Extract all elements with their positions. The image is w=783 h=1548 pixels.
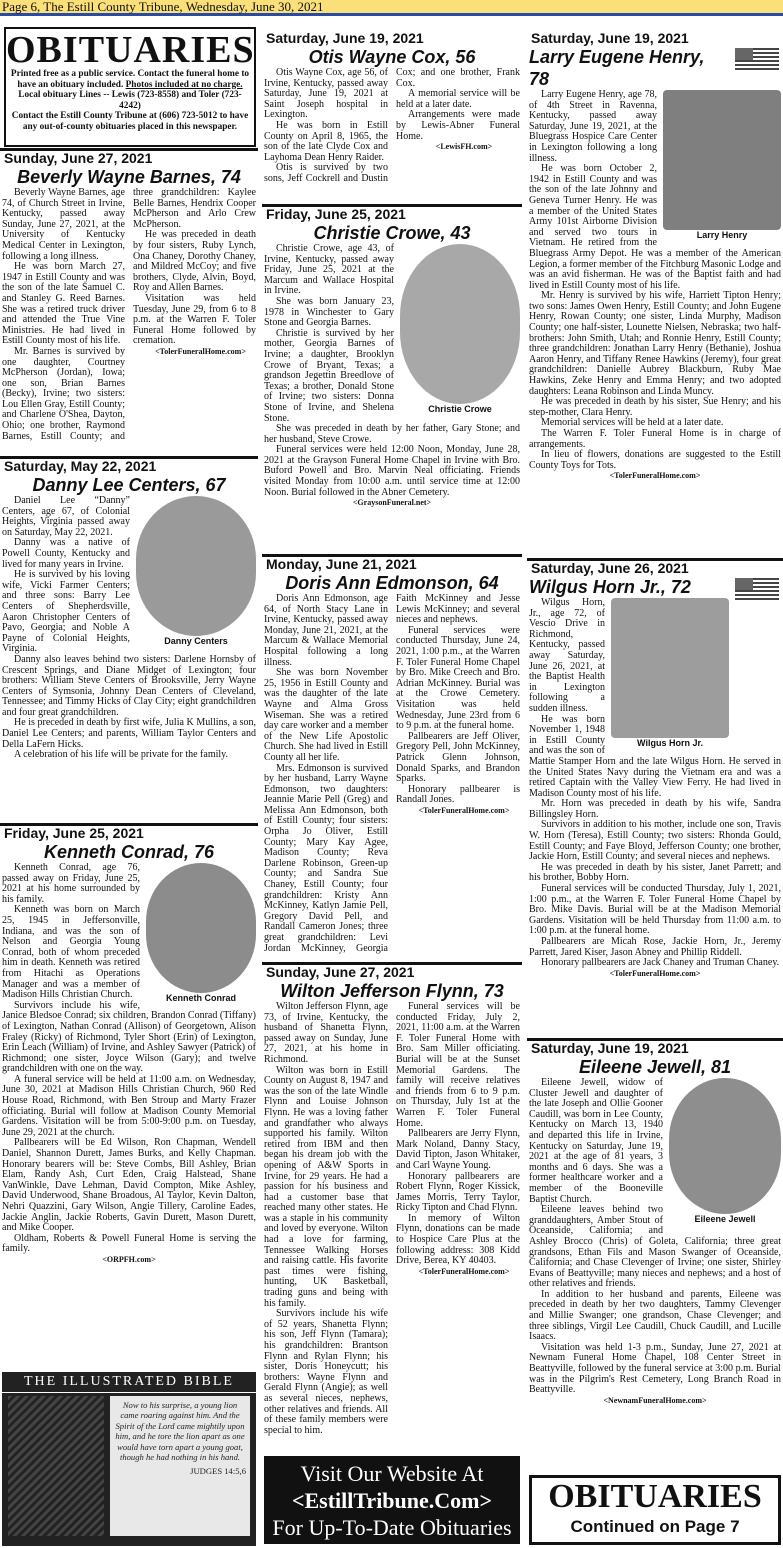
photo-caption: Larry Henry	[696, 230, 748, 240]
obit-centers: Saturday, May 22, 2021 Danny Lee Centers, 67 Danny Centers Daniel Lee “Danny” Centers, age 67, of Colonial Heights, Virginia passed away on Saturday, May 22, 2021. Danny was a native of Powell County, Kentucky and lived for many years in Irvine. He is survived by his loving wife, Vicki Farmer Centers; and three sons: Barry Lee Centers of Shepherdsville, Aaron Christopher Centers of Pavo, Georgia; and Noble A Payne of Colonial Heights, Virginia. Danny also leaves behind two sisters: Darlene Hornsby of Crescent Springs, and Diane Midget of Lexington; four brothers: William Steve Centers of Brooksville, Jerry Wayne Centers of Symsonia, Johnny Dean Centers of Cleveland, Tennessee; and Timmy Hicks of Clay City; eight grandchildren and four great grandchildren. He is preceded in death by first wife, Julia K Mullins, a son, Daniel Lee Centers; and parents, William Taylor Centers and Della LaFern Hicks. A celebration of his life will be private for the family.	[2, 458, 256, 761]
obit-henry: Saturday, June 19, 2021 Larry Eugene Henry, 78 Larry Henry Larry Eugene Henry, age 78, of 4th Street in Ravenna, Kentucky, passed away Saturday, June 19, 2021, at the Bluegrass Hospice Care Center in Lexington following a long illness. He was born October 2, 1942 in Estill County and was the son of the late Johnny and Geneva Turner Henry. He was a member of the United States Army 101st Airborne Division and served two tours in Vietnam. He retired from the Bluegrass Army Depot. He was a member of the American Legion, a former member of the Fitchburg Masonic Lodge and was an avid fisherman. He was of the Baptist faith and had lived in Estill County most of his life. Mr. Henry is survived by his wife, Harriett Tipton Henry; two sons: James Owen Henry, Estill County; and John Eugene Henry, Rowan County; one sister, Linda Murphy, Madison County; one half-sister, Lounette Nielsen, Nebraska; two half-brothers: John Smith, Utah; and Ronnie Henry, Estill County; three grandchildren: Jonathan Larry Henry (Bethanie), Joshua Aaron Henry, and Tiffany Renee Hawkins (Jeremy), four great grandchildren: Danielle Aubrey Blackburn, Ruby Mae Hawkins, Zeke Henry and Emma Henry; and two adopted daughters: Leana Robinson and Linda Muncy. He was preceded in death by his sister, Sue Henry; and his step-mother, Clara Henry. Memorial services will be held at a later date. The Warren F. Toler Funeral Home is in charge of arrangements. In lieu of flowers, donations are suggested to the Estill County Toys for Tots. <TolerFuneralHome.com>	[529, 30, 781, 481]
masthead-title: OBITUARIES	[6, 29, 255, 71]
photo-caption: Danny Centers	[164, 636, 228, 646]
illustrated-bible-panel	[2, 1372, 256, 1546]
obit-jewell: Saturday, June 19, 2021 Eileene Jewell, 81 Eileene Jewell Eileene Jewell, widow of Cluster Jewell and daughter of the late Joseph and Ollie Gooner Caudill, was born in Lee County, Kentucky on March 13, 1940 and departed this life in Irvine, Kentucky on Saturday, June 19, 2021 at the age of 81 years, 3 months and 6 days. She was a former healthcare worker and a member of the Booneville Baptist Church. Eileene leaves behind two granddaughters, Amber Stout of Oceanside, California; and Ashley Brocco (Chris) of Goleta, California; three great grandsons, Ethan Fils and Mason Swanger of Oceanside, California; and Chase Clevenger of Irvine; one sister, Shirley Evans of Beattyville; many nieces and nephews; and a host of other relatives and friends. In addition to her husband and parents, Eileene was preceded in death by her two daughters, Tammy Clevenger and Millie Swanger; one grandson, Chase Clevenger; and three siblings, Virgil Lee Caudill, Chuck Caudill, and Lucille Isaacs. Visitation was held 1-3 p.m., Sunday, June 27, 2021 at Newnam Funeral Home Chapel, 108 Center Street in Beattyville, followed by the funeral service at 3:00 p.m. Burial was in the Pilgrim's Rest Cemetery, Long Branch Road in Beattyville. <NewnamFuneralHome.com>	[529, 1040, 781, 1405]
portrait-photo	[146, 863, 256, 1004]
obit-name: Wilgus Horn Jr., 72	[529, 577, 691, 597]
obit-name: Christie Crowe, 43	[313, 223, 471, 243]
obit-date: Monday, June 21, 2021	[266, 556, 417, 572]
funeral-home-credit: <TolerFuneralHome.com>	[418, 1266, 510, 1276]
portrait-photo	[136, 496, 256, 647]
funeral-home-credit: <TolerFuneralHome.com>	[155, 346, 246, 356]
obit-horn: Saturday, June 26, 2021 Wilgus Horn Jr., 72 Wilgus Horn Jr. Wilgus Horn, Jr., age 72, of Vescio Drive in Richmond, Kentucky, passed away Saturday, June 26, 2021, at the Baptist Health in Lexington following a sudden illness. He was born November 1, 1948 in Estill County and was the son of Mattie Stamper Horn and the late Wilgus Horn. He served in the United States Navy during the Vietnam era and was a retired Captain with the Valley View Ferry. He had lived in Madison County most of his life. Mr. Horn was preceded in death by his wife, Sandra Billingsley Horn. Survivors in addition to his mother, include one son, Travis W. Horn (Teresa), Estill County; two sisters: Rhonda Gould, Estill County; and Faye Bloyd, Jefferson County; one brother, Jackie Horn, Estill County; and several nieces and nephews. He was preceded in death by his sister, Janet Parrett; and his brother, Bobby Horn. Funeral services will be conducted Thursday, July 1, 2021, 1:00 p.m., at the Warren F. Toler Funeral Home Chapel by Bro. Mike Davis. Burial will be at the Madison Memorial Gardens. Visitation will be held Thursday from 11:00 a.m. to 1:00 p.m. at the funeral home. Pallbearers are Micah Rose, Jackie Horn, Jr., Jeremy Parrett, Jared Kiser, Jason Abney and Phillip Riddell. Honorary pallbearers are Jack Chaney and Truman Chaney. <TolerFuneralHome.com>	[529, 560, 781, 978]
obit-barnes: Sunday, June 27, 2021 Beverly Wayne Barnes, 74 Beverly Wayne Barnes, age 74, of Church Street in Irvine, Kentucky, passed away Sunday, June 27, 2021, at the University of Kentucky Medical Center in Lexington, following a long illness. He was born March 27, 1947 in Estill County and was the son of the late Samuel C. and Stanley G. Reed Barnes. She was a retired truck driver and attended the True Vine Ministries. He had lived in Estill County most of his life. Mr. Barnes is survived by one daughter, Courtney McPherson (Jordan), Iowa; one son, Brian Barnes (Becky), Irvine; two sisters: Lou Ellen Gray, Estill County; and Charlene O'Shea, Dayton, Ohio; one brother, Raymond Barnes, Estill County; and three grandchildren: Kaylee Belle Barnes, Hendrix Cooper McPherson and Arlo Crew McPherson. He was preceded in death by four sisters, Ruby Lynch, Ona Chaney, Dorothy Chaney, and Mildred McCoy; and five brothers, Clyde, Alvin, Boyd, Roy and Allen Barnes. Visitation was held Tuesday, June 29, from 6 to 8 p.m. at the Warren F. Toler Funeral Home followed by cremation. <TolerFuneralHome.com>	[2, 150, 256, 442]
funeral-home-credit: <LewisFH.com>	[435, 142, 493, 152]
bible-reference: JUDGES 14:5,6	[190, 1466, 246, 1477]
photo-caption: Eileene Jewell	[694, 1214, 756, 1224]
photo-caption: Wilgus Horn Jr.	[637, 738, 703, 748]
promo-website-link[interactable]: <EstillTribune.Com>	[291, 1488, 493, 1513]
bible-title: THE ILLUSTRATED BIBLE	[2, 1372, 256, 1393]
obit-edmonson: Monday, June 21, 2021 Doris Ann Edmonson, 64 Doris Ann Edmonson, age 64, of North Stacy Lane in Irvine, Kentucky, passed away Monday, June 21, 2021, at the Marcum & Wallace Memorial Hospital following a long illness. She was born November 25, 1956 in Estill County and was the daughter of the late Wayne and Alma Gross Wiseman. She was a retired day care worker and a member of the New Life Apostolic Church. She had lived in Estill County all her life. Mrs. Edmonson is survived by her husband, Larry Wayne Edmonson, two daughters: Jeannie Marie Pell (Greg) and Melissa Ann Edmonson, both of Estill County; four sisters: Orpha Jo Oliver, Estill County; Mary Kay Agee, Madison County; Reva Darlene Robinson, Green-up County; and Sandra Sue Chaney, Estill County; four grandchildren: Kristy Ann McKinney, Katlyn Jamie Pell, Gregory David Pell, and Randall Cameron Jones; three great grandchildren: Levi Jordan McKinney, Georgia Faith McKinney and Jesse Lewis McKinney; and several nieces and nephews. Funeral services were conducted Thursday, June 24, 2021, 1:00 p.m., at the Warren F. Toler Funeral Home Chapel by Bro. Mike Creech and Bro. Adrian McKinney. Burial was at the Crowe Cemetery. Visitation was held Wednesday, June 23rd from 6 to 9 p.m. at the funeral home. Pallbearers are Jeff Oliver, Gregory Pell, John McKinney, Patrick Glenn Johnson, Donald Sparks, and Brandon Sparks. Honorary pallbearer is Randall Jones. <TolerFuneralHome.com>	[264, 556, 520, 954]
portrait-photo	[611, 598, 729, 749]
funeral-home-credit: <TolerFuneralHome.com>	[609, 968, 701, 978]
obit-date: Friday, June 25, 2021	[4, 825, 144, 841]
funeral-home-credit: <NewnamFuneralHome.com>	[603, 1395, 707, 1405]
portrait-photo	[400, 244, 520, 415]
obit-date: Sunday, June 27, 2021	[266, 964, 415, 980]
obit-date: Friday, June 25, 2021	[266, 206, 406, 222]
obit-name: Otis Wayne Cox, 56	[308, 47, 476, 67]
continued-subtitle: Continued on Page 7	[570, 1517, 740, 1536]
obit-date: Saturday, June 19, 2021	[531, 1040, 689, 1056]
obituaries-masthead	[4, 27, 256, 147]
promo-line-1: Visit Our Website At	[300, 1461, 484, 1486]
obit-name: Wilton Jefferson Flynn, 73	[280, 981, 504, 1001]
obit-name: Doris Ann Edmonson, 64	[285, 573, 499, 593]
page-header: Page 6, The Estill County Tribune, Wednesday, June 30, 2021	[0, 0, 783, 16]
photo-caption: Christie Crowe	[428, 404, 492, 414]
obit-crowe: Friday, June 25, 2021 Christie Crowe, 43 Christie Crowe Christie Crowe, age 43, of Irvine, Kentucky, passed away Friday, June 25, 2021 at the Marcum and Wallace Hospital in Irvine. She was born January 23, 1978 in Winchester to Gary Stone and Georgia Barnes. Christie is survived by her mother, Georgia Barnes of Irvine; a daughter, Brooklyn Crowe of Bryant, Texas; a grandson Jegettin Breedlove of Texas; a brother, Donald Stone of Irvine; two sisters: Donna Stone of Irvine, and Shelena Stone. She was preceded in death by her father, Gary Stone; and her husband, Steve Crowe. Funeral services were held 12:00 Noon, Monday, June 28, 2021 at the Grayson Funeral Home Chapel in Irvine with Bro. Buford Powell and Bro. Marvin Neal officiating. Friends visited Monday from 10:00 a.m. until service time at 12:00 Noon. Burial followed in the Abner Cemetery. <GraysonFuneral.net>	[264, 206, 520, 508]
obit-name: Eileene Jewell, 81	[578, 1057, 732, 1077]
continued-title: OBITUARIES	[548, 1478, 762, 1515]
obit-date: Saturday, June 26, 2021	[531, 560, 689, 576]
portrait-photo	[663, 90, 781, 241]
american-flag-icon	[735, 578, 779, 600]
obit-name: Larry Eugene Henry, 78	[529, 47, 705, 89]
obit-date: Sunday, June 27, 2021	[4, 150, 153, 166]
photo-caption: Kenneth Conrad	[165, 993, 236, 1003]
bible-quote-card	[110, 1396, 250, 1536]
obit-cox: Saturday, June 19, 2021 Otis Wayne Cox, 56 Otis Wayne Cox, age 56, of Irvine, Kentucky, passed away Saturday, June 19, 2021 at Saint Joseph hospital in Lexington. He was born in Estill County on April 8, 1965, the son of the late Clyde Cox and Layhoma Dean Henry Raider. Otis is survived by two sons, Jeff Cockrell and Dustin Cox; and one brother, Frank Cox. A memorial service will be held at a later date. Arrangements were made by Lewis-Abner Funeral Home. <LewisFH.com>	[264, 30, 520, 184]
masthead-note: Printed free as a public service. Contact the funeral home to have an obituary included. Photos included at no charge. Local obituary Lines -- Lewis (723-8558) and Toler (723-4242) Contact the Estill County Tribune at (606) 723-5012 to have any out-of-county obituaries placed in this newspaper.	[10, 69, 250, 132]
obit-date: Saturday, June 19, 2021	[531, 30, 689, 46]
obit-name: Danny Lee Centers, 67	[32, 475, 226, 495]
funeral-home-credit: <ORPFH.com>	[102, 1254, 156, 1264]
funeral-home-credit: <TolerFuneralHome.com>	[609, 471, 701, 481]
portrait-photo	[669, 1078, 781, 1225]
obit-date: Saturday, May 22, 2021	[4, 458, 157, 474]
website-promo[interactable]	[264, 1456, 520, 1544]
obit-flynn: Sunday, June 27, 2021 Wilton Jefferson Flynn, 73 Wilton Jefferson Flynn, age 73, of Irvine, Kentucky, the husband of Shanetta Flynn, passed away on Sunday, June 27, 2021, at his home in Richmond. Wilton was born in Estill County on August 8, 1947 and was the son of the late Windle Flynn and Louise Johnson Flynn. He was a loving father and grandfather who always supported his family. Wilton retired from IBM and then began his dream job with the opening of A&W Sports in Irvine, for 29 years. He had a passion for his business and had a customer base that reached many other states. He was a staple in his community and loved by everyone. Wilton had a love for farming, Tennessee Walking Horses and raising cattle. His favorite past times were fishing, hunting, UK Basketball, trading guns and being with his family. Survivors include his wife of 52 years, Shanetta Flynn; his son, Jeff Flynn (Tamara); his grandchildren: Brantson Flynn and Rylan Flynn; his sister, Doris Honeycutt; his brothers: Wayne Flynn and Gerald Flynn (Angie); as well as several nieces, nephews, other relatives and friends. All of these family members were special to him. Funeral services will be conducted Friday, July 2, 2021, 11:00 a.m. at the Warren F. Toler Funeral Home with Bro. Sam Miller officiating. Burial will be at the Sunset Memorial Gardens. The family will receive relatives and friends from 6 to 9 p.m. on Thursday, July 1st at the Warren F. Toler Funeral Home. Pallbearers are Jerry Flynn, Mark Noland, Danny Stacy, David Tipton, Jason Whitaker, and Carl Wayne Young. Honorary pallbearers are Robert Flynn, Roger Kissick, James Morris, Terry Taylor, Ricky Tipton and Chad Flynn. In memory of Wilton Flynn, donations can be made to Hospice Care Plus at the following address: 308 Kidd Drive, Berea, KY 40403. <TolerFuneralHome.com>	[264, 964, 520, 1436]
obit-conrad: Friday, June 25, 2021 Kenneth Conrad, 76 Kenneth Conrad Kenneth Conrad, age 76, passed away on Friday, June 25, 2021 at his home surrounded by his family. Kenneth was born on March 25, 1945 in Jeffersonville, Indiana, and was the son of Nelson and Georgia Young Conrad, both of whom preceded him in death. Kenneth was retired from Hitachi as Operations Manager and was a member of Madison Hills Christian Church. Survivors include his wife, Janice Bledsoe Conrad; six children, Brandon Conrad (Tiffany) of Lexington, Nathan Conrad (Allison) of Georgetown, Alison Fraley (Ricky) of Richmond, Tyler Short (Erin) of Lexington, Erin Leach (William) of Irvine, and Ashley Sawyer (Patrick) of Richmond; one sister, Joyce Wilson (Gary); and twelve grandchildren with one on the way. A funeral service will be held at 11:00 a.m. on Wednesday, June 30, 2021 at Madison Hills Christian Church, 960 Red House Road, Richmond, with Ben Stroup and Marty Frazer officiating. Burial will follow at Madison County Memorial Gardens. Visitation will be from 5:00-9:00 p.m. on Tuesday, June 29, 2021 at the church. Pallbearers will be Ed Wilson, Ron Chapman, Wendell Daniel, Shannon Durett, James Burks, and Kelly Chapman. Honorary bearers will be: Steve Combs, Bill Ashley, Brian Elam, Randy Ash, Curt Eden, Craig Halstead, Shane VanWinkle, Dave Lehman, David Compton, Mike Ashley, David Underwood, Shane Broadous, Al Taylor, Kevin Dalton, Nehri Quazzini, Gary Wilson, Angie Tillery, Caroline Eades, Jackie Anglin, Jackie Roberts, Gavin Durett, Mason Durett, and Mike Cooper. Oldham, Roberts & Powell Funeral Home is serving the family. <ORPFH.com>	[2, 825, 256, 1264]
bible-illustration	[8, 1396, 104, 1536]
continued-box	[529, 1475, 781, 1545]
promo-line-3: For Up-To-Date Obituaries	[272, 1515, 512, 1540]
obit-name: Beverly Wayne Barnes, 74	[17, 167, 241, 187]
funeral-home-credit: <TolerFuneralHome.com>	[418, 805, 510, 815]
american-flag-icon	[735, 48, 779, 70]
funeral-home-credit: <GraysonFuneral.net>	[352, 498, 432, 508]
bible-quote: Now to his surprise, a young lion came roaring against him. And the Spirit of the Lord came mightily upon him, and he tore the lion apart as one would have torn apart a young goat, though he had nothing in his hand.	[115, 1400, 245, 1463]
obit-name: Kenneth Conrad, 76	[43, 842, 215, 862]
obit-date: Saturday, June 19, 2021	[266, 30, 424, 46]
